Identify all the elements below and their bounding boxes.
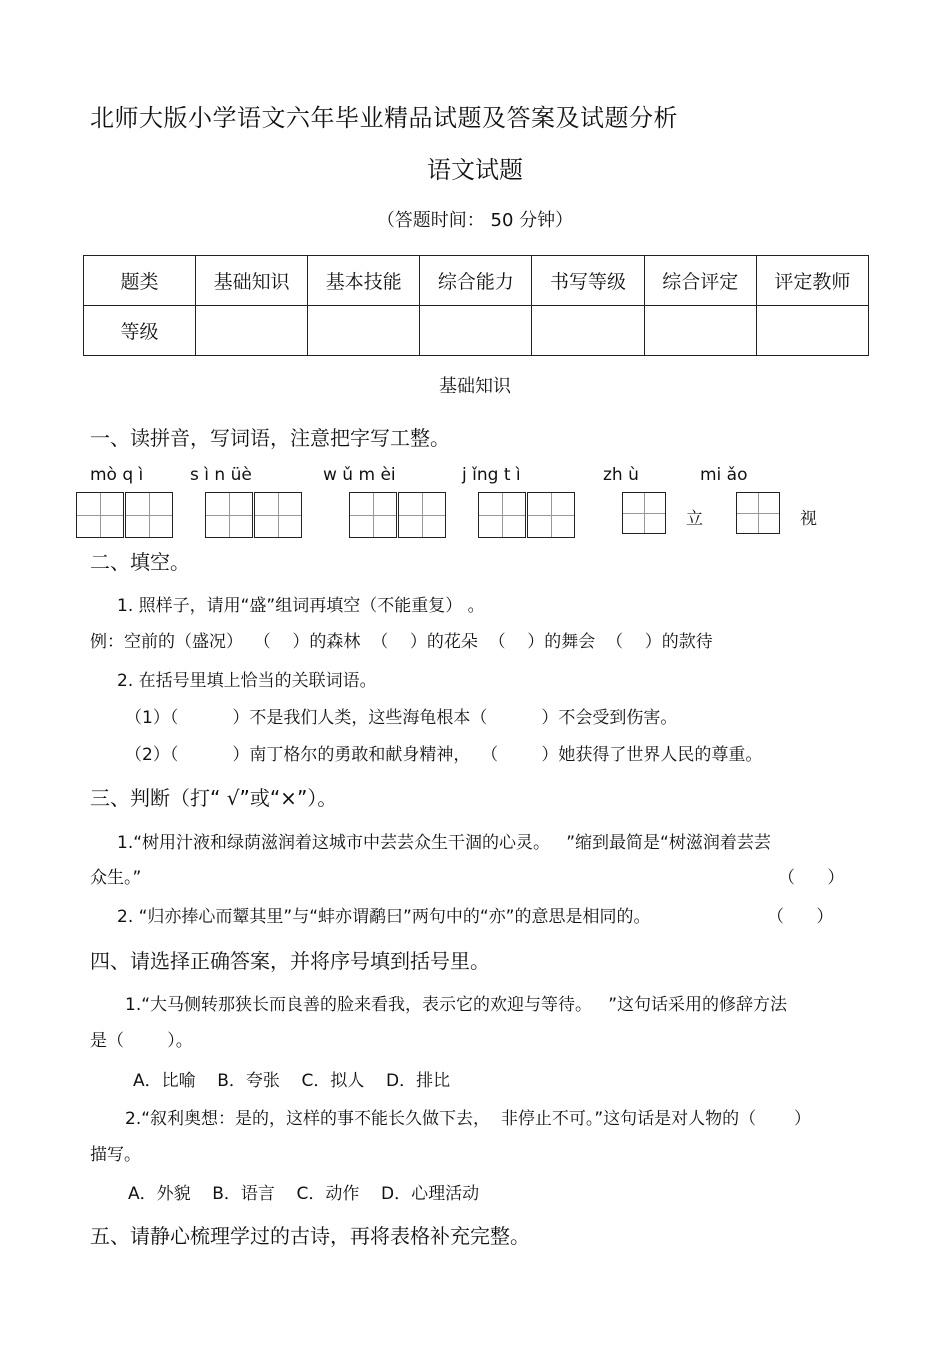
q2-heading: 二、填空。 [90,550,190,574]
table-header-cell: 综合评定 [644,256,756,306]
grade-table-row [84,306,869,356]
pinyin-2: s ì n üè [190,465,252,485]
writing-box[interactable] [478,492,526,538]
writing-box[interactable] [622,492,666,534]
table-header-cell: 基础知识 [196,256,308,306]
q5-heading: 五、请静心梳理学过的古诗，再将表格补充完整。 [90,1224,530,1248]
table-header-cell: 题类 [84,256,196,306]
section-title: 基础知识 [439,376,511,397]
grade-cell[interactable] [308,306,420,356]
table-header-cell: 基本技能 [308,256,420,306]
q3-item1: 1.“树用汁液和绿荫滋润着这城市中芸芸众生干涸的心灵。 ”缩到最简是“树滋润着芸芸 [117,833,771,853]
grade-cell[interactable] [196,306,308,356]
writing-box[interactable] [527,492,575,538]
q4-item1: 1.“大马侧转那狭长而良善的脸来看我，表示它的欢迎与等待。 ”这句话采用的修辞方法 [125,995,788,1015]
writing-box[interactable] [254,492,302,538]
grade-cell[interactable] [420,306,532,356]
exam-duration: （答题时间： 50 分钟） [376,210,574,231]
q2-item2: 2. 在括号里填上恰当的关联词语。 [117,671,377,691]
q2-item1: 1. 照样子，请用“盛”组词再填空（不能重复） 。 [117,596,485,616]
q4-item1-cont: 是（ ）。 [90,1031,193,1051]
q2-example: 例：空前的（盛况） （ ）的森林 （ ）的花朵 （ ）的舞会 （ ）的款待 [90,632,713,652]
writing-box[interactable] [76,492,124,538]
q2-item2-1: （1）（ ）不是我们人类，这些海龟根本（ ）不会受到伤害。 [125,708,678,728]
q3-item2: 2. “归亦捧心而颦其里”与“蚌亦谓鹬曰”两句中的“亦”的意思是相同的。 [117,907,651,927]
writing-box[interactable] [349,492,397,538]
q4-heading: 四、请选择正确答案，并将序号填到括号里。 [90,949,490,973]
word-suffix: 立 [686,509,703,529]
document-title: 北师大版小学语文六年毕业精品试题及答案及试题分析 [90,104,678,132]
table-header-cell: 书写等级 [532,256,644,306]
word-suffix: 视 [800,509,817,529]
exam-subtitle: 语文试题 [427,156,523,184]
grade-table [83,255,869,356]
writing-box[interactable] [398,492,446,538]
answer-paren[interactable]: （ ） [767,907,834,927]
q4-item2-options: A．外貌 B．语言 C．动作 D．心理活动 [128,1184,480,1204]
grade-row-label: 等级 [84,306,196,356]
grade-cell[interactable] [644,306,756,356]
grade-cell[interactable] [532,306,644,356]
answer-paren[interactable]: （ ） [778,868,845,888]
q2-item2-2: （2）（ ）南丁格尔的勇敢和献身精神， （ ）她获得了世界人民的尊重。 [125,745,763,765]
q4-item2: 2.“叙利奥想：是的，这样的事不能长久做下去， 非停止不可。”这句话是对人物的（ ） [125,1109,811,1129]
q1-heading: 一、读拼音，写词语，注意把字写工整。 [90,426,450,450]
grade-cell[interactable] [756,306,868,356]
q4-item2-cont: 描写。 [90,1145,141,1165]
grade-table-header-row [84,256,869,306]
pinyin-4: j ǐng t ì [462,465,521,485]
q3-item1-cont: 众生。” [90,868,142,888]
table-header-cell: 综合能力 [420,256,532,306]
pinyin-6: mi ǎo [700,465,748,485]
table-header-cell: 评定教师 [756,256,868,306]
writing-box[interactable] [205,492,253,538]
pinyin-1: mò q ì [90,465,144,485]
pinyin-3: w ǔ m èi [323,465,396,485]
writing-box[interactable] [736,492,780,534]
q3-heading: 三、判断（打“ √”或“×”）。 [90,786,338,810]
writing-box[interactable] [125,492,173,538]
pinyin-5: zh ù [603,465,639,485]
q4-item1-options: A．比喻 B．夸张 C．拟人 D．排比 [133,1071,451,1091]
